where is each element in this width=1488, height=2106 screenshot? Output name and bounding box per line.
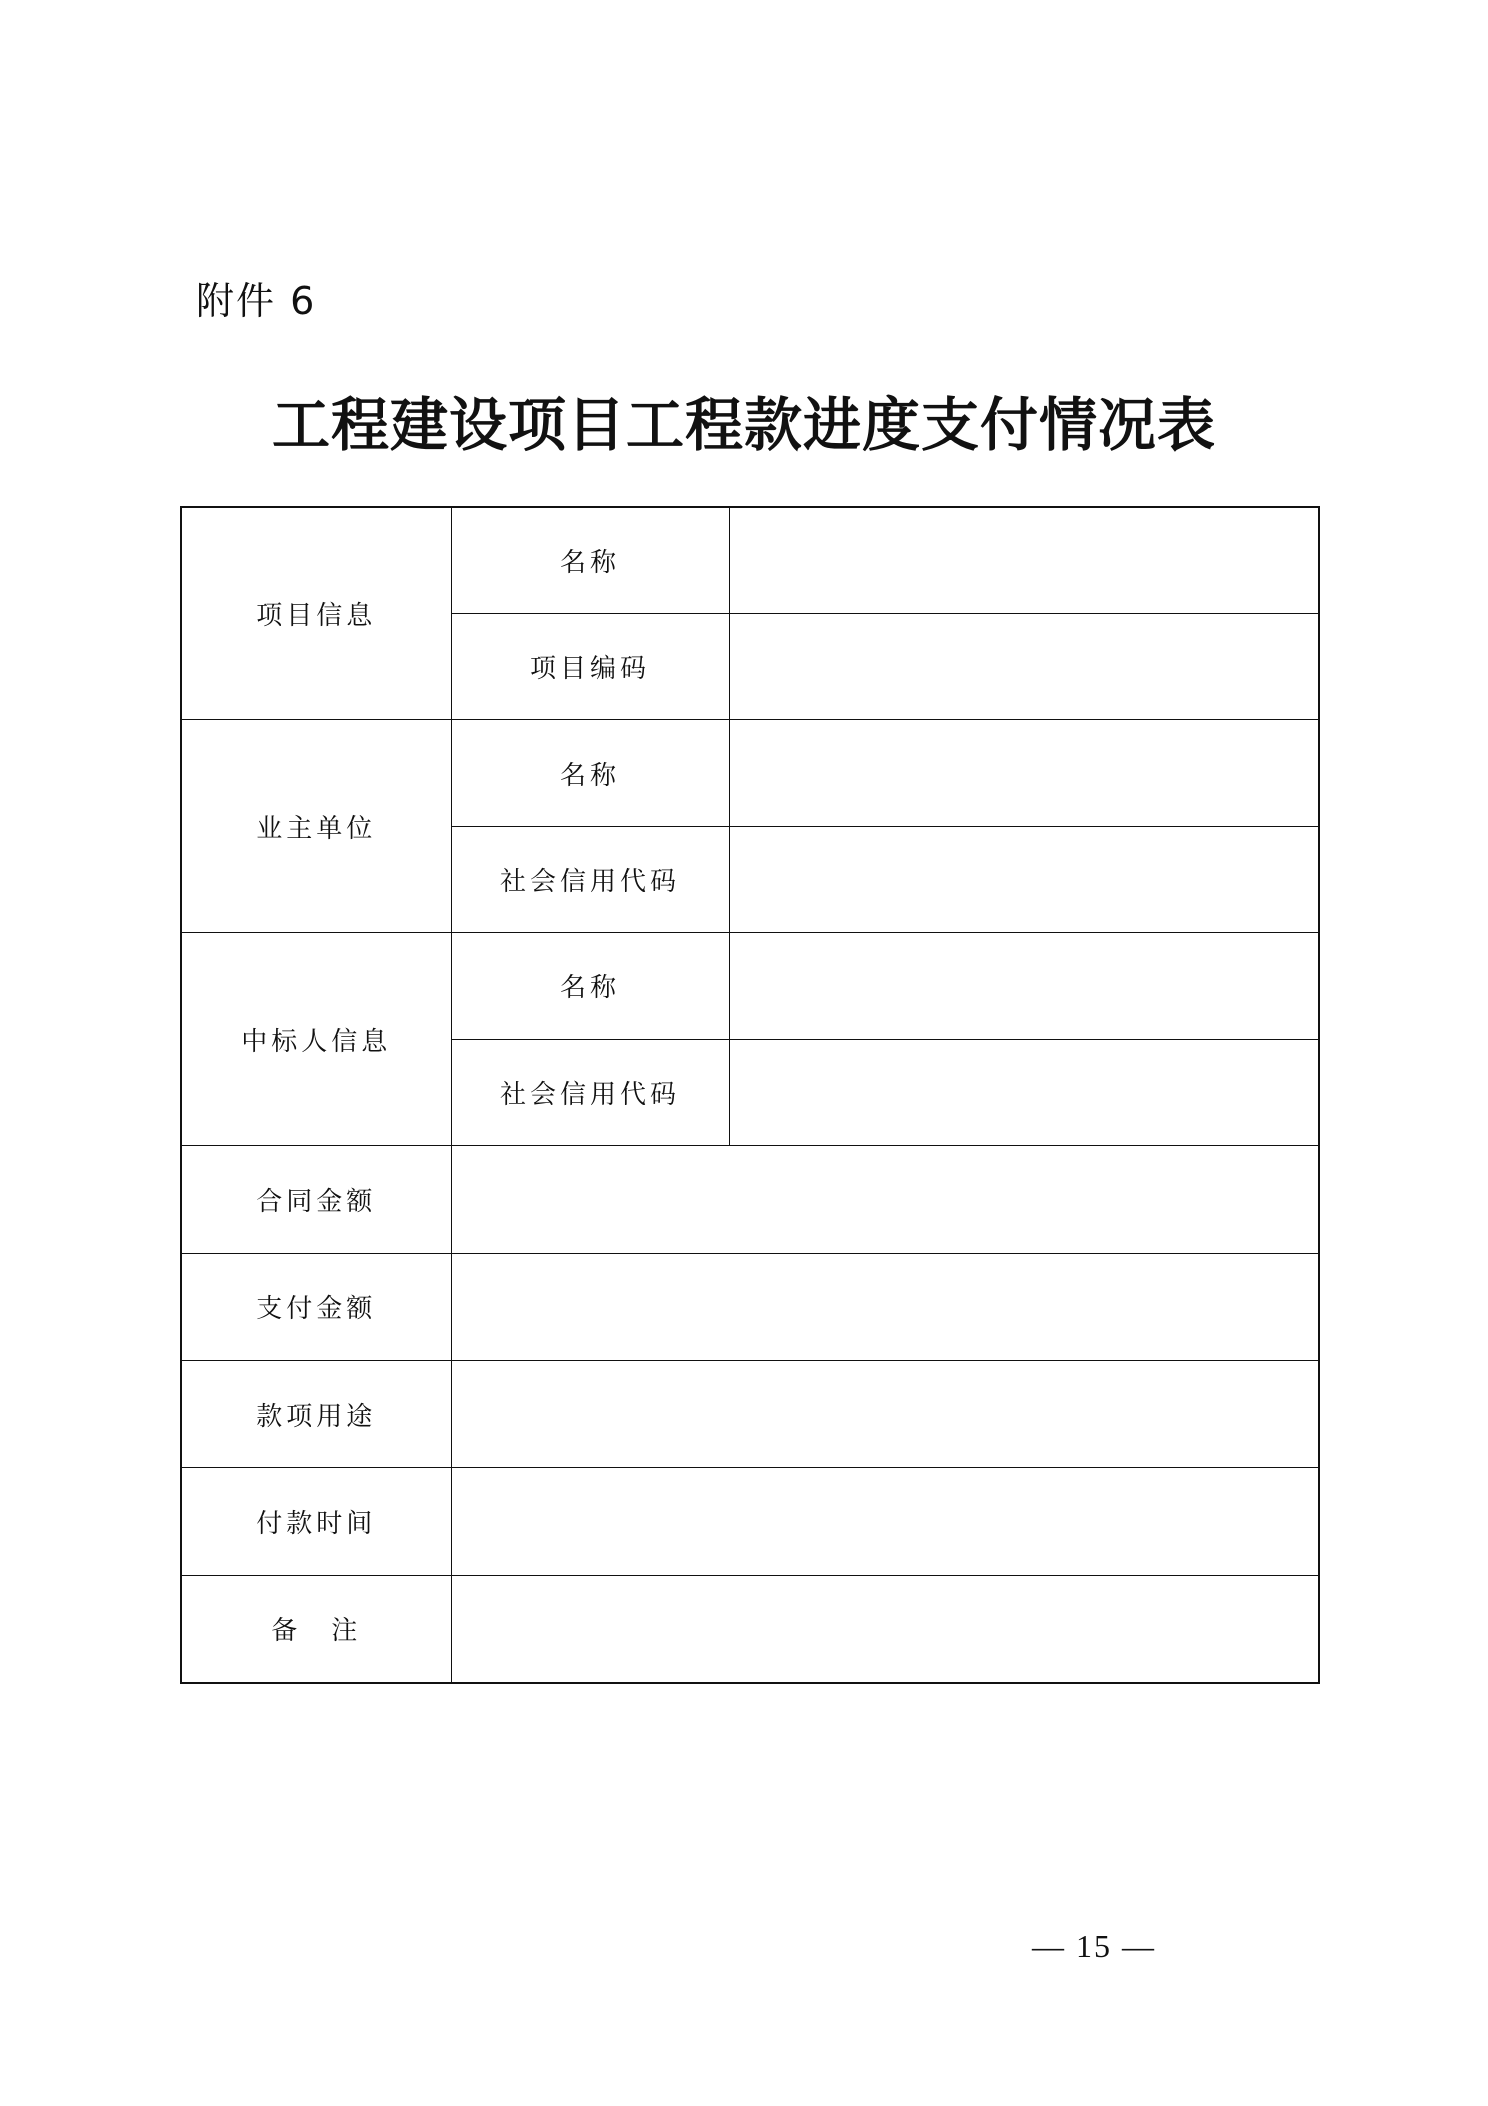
contract-amount-label: 合同金额 bbox=[181, 1146, 451, 1253]
contract-amount-value[interactable] bbox=[451, 1146, 1319, 1253]
owner-name-value[interactable] bbox=[729, 720, 1319, 826]
table-row bbox=[181, 507, 1319, 613]
project-info-group-label: 项目信息 bbox=[181, 507, 451, 720]
payment-amount-label: 支付金额 bbox=[181, 1253, 451, 1360]
owner-credit-code-value[interactable] bbox=[729, 826, 1319, 932]
project-name-label: 名称 bbox=[451, 507, 729, 613]
page-number: — 15 — bbox=[1032, 1928, 1156, 1964]
winning-bidder-group-label: 中标人信息 bbox=[181, 933, 451, 1146]
payment-time-label: 付款时间 bbox=[181, 1468, 451, 1575]
remarks-value[interactable] bbox=[451, 1575, 1319, 1683]
payment-progress-table bbox=[180, 506, 1320, 1684]
table-row bbox=[181, 1361, 1319, 1468]
payment-amount-value[interactable] bbox=[451, 1253, 1319, 1360]
payment-time-value[interactable] bbox=[451, 1468, 1319, 1575]
table-row bbox=[181, 1468, 1319, 1575]
project-code-label: 项目编码 bbox=[451, 613, 729, 719]
owner-unit-group-label: 业主单位 bbox=[181, 720, 451, 933]
table-row bbox=[181, 933, 1319, 1039]
table-row bbox=[181, 1253, 1319, 1360]
project-code-value[interactable] bbox=[729, 613, 1319, 719]
owner-credit-code-label: 社会信用代码 bbox=[451, 826, 729, 932]
document-title: 工程建设项目工程款进度支付情况表 bbox=[271, 391, 1216, 459]
attachment-label: 附件 6 bbox=[196, 279, 317, 323]
payment-purpose-label: 款项用途 bbox=[181, 1361, 451, 1468]
table-row bbox=[181, 720, 1319, 826]
remarks-label: 备 注 bbox=[181, 1575, 451, 1683]
bidder-name-label: 名称 bbox=[451, 933, 729, 1039]
project-name-value[interactable] bbox=[729, 507, 1319, 613]
table-row bbox=[181, 1575, 1319, 1683]
payment-purpose-value[interactable] bbox=[451, 1361, 1319, 1468]
bidder-name-value[interactable] bbox=[729, 933, 1319, 1039]
table-row bbox=[181, 1146, 1319, 1253]
owner-name-label: 名称 bbox=[451, 720, 729, 826]
bidder-credit-code-value[interactable] bbox=[729, 1039, 1319, 1145]
bidder-credit-code-label: 社会信用代码 bbox=[451, 1039, 729, 1145]
